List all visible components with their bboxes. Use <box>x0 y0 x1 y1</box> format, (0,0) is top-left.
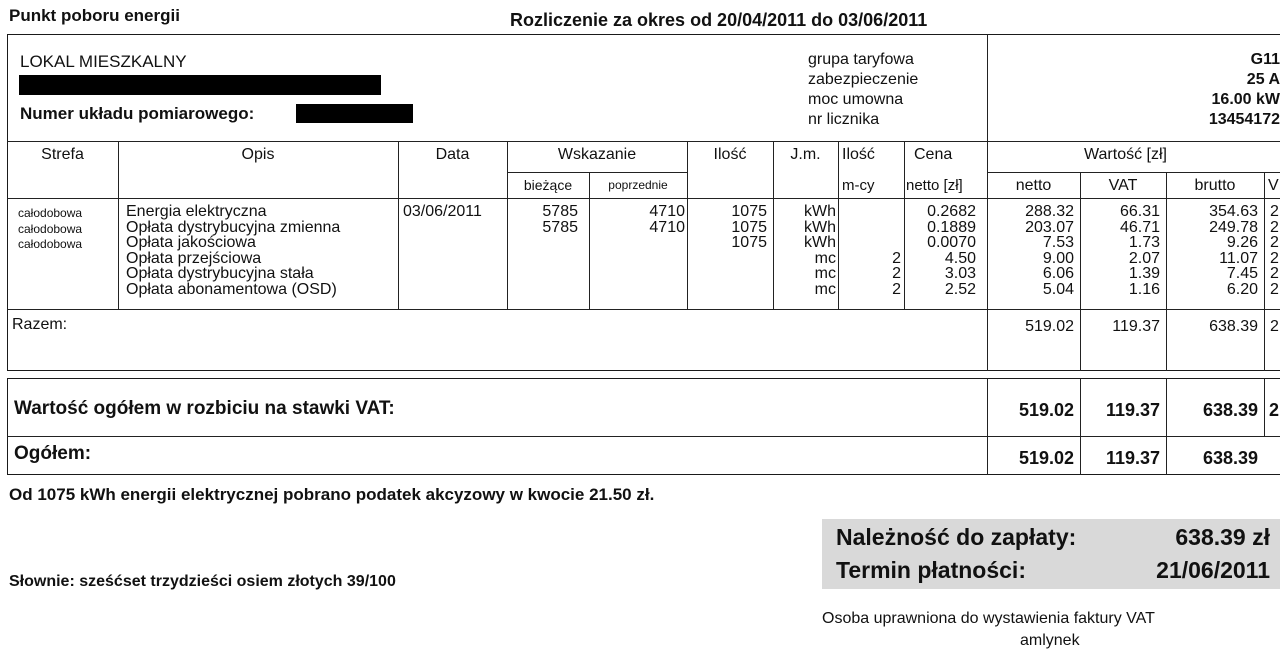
table-row-brutto: 6.20 <box>1226 280 1258 298</box>
table-row-brutto: 249.78 <box>1209 218 1258 236</box>
razem-brutto: 638.39 <box>1209 318 1258 335</box>
table-row-brutto: 7.45 <box>1226 265 1258 283</box>
table-row-cena: 0.2682 <box>927 203 976 220</box>
mcy-column <box>841 204 901 298</box>
tariff-values <box>1080 50 1280 130</box>
table-row-biezace <box>510 266 578 282</box>
table-row-strefa <box>18 284 82 300</box>
tariff-labels <box>808 50 918 130</box>
divider <box>7 309 1280 310</box>
table-row-ilosc: 1075 <box>731 203 767 220</box>
header-wartosc: Wartość [zł] <box>1084 146 1167 163</box>
issuer-label: Osoba uprawniona do wystawienia faktury VAT <box>822 610 1155 627</box>
table-row-biezace <box>510 282 578 298</box>
divider <box>838 141 839 309</box>
meter-number-label: Numer układu pomiarowego: <box>20 104 255 123</box>
header-cena-2: netto [zł] <box>906 177 963 194</box>
table-row-netto: 203.07 <box>1025 218 1074 236</box>
tariff-group-label: grupa taryfowa <box>808 51 914 68</box>
header-wskazanie: Wskazanie <box>557 146 637 163</box>
table-row-data: 03/06/2011 <box>403 203 482 220</box>
table-row-ilosc: 1075 <box>731 218 767 236</box>
table-row-mcy <box>841 220 901 236</box>
table-row-rate: 2 <box>1270 265 1279 283</box>
table-row-brutto: 11.07 <box>1219 249 1258 267</box>
header-strefa: Strefa <box>41 146 84 163</box>
divider <box>398 141 399 309</box>
divider <box>904 141 905 309</box>
payment-term-label: Termin płatności: <box>836 557 1026 583</box>
table-row-biezace <box>510 235 578 251</box>
table-row-vat: 1.39 <box>1128 265 1160 283</box>
header-data: Data <box>435 146 470 163</box>
table-row-biezace: 5785 <box>542 218 578 236</box>
fuse-value: 25 A <box>1246 71 1280 88</box>
table-row-rate: 2 <box>1270 203 1279 220</box>
table-row-jm: kWh <box>804 218 836 236</box>
divider <box>589 172 590 309</box>
table-row-strefa: całodobowa <box>18 237 83 252</box>
divider <box>507 172 687 173</box>
header-vat-rate: V <box>1268 177 1279 194</box>
table-row-brutto: 354.63 <box>1209 203 1258 220</box>
table-row-jm: mc <box>814 280 836 298</box>
table-row-netto: 6.06 <box>1042 265 1074 283</box>
header-brutto: brutto <box>1194 177 1236 194</box>
table-row-poprzednie <box>592 282 685 298</box>
fuse-label: zabezpieczenie <box>808 71 919 88</box>
table-row-poprzednie <box>592 266 685 282</box>
table-row-brutto: 9.26 <box>1226 234 1258 252</box>
table-row-cena: 2.52 <box>944 280 976 298</box>
vat-breakdown-label: Wartość ogółem w rozbiciu na stawki VAT: <box>14 398 395 419</box>
billing-period-heading: Rozliczenie za okres od 20/04/2011 do 03/06/2011 <box>510 10 928 30</box>
table-row-vat: 46.71 <box>1119 218 1160 236</box>
table-row-vat: 2.07 <box>1128 249 1160 267</box>
divider <box>1080 378 1081 475</box>
brutto-column <box>1169 204 1258 298</box>
divider <box>7 198 1280 199</box>
meter-id-value: 13454172 <box>1208 111 1280 128</box>
vat-breakdown-rate: 2 <box>1269 400 1280 420</box>
netto-column <box>990 204 1074 298</box>
total-netto: 519.02 <box>1018 448 1074 468</box>
table-row-jm: mc <box>814 249 836 267</box>
cena-column <box>907 204 976 298</box>
table-row-netto: 5.04 <box>1042 280 1074 298</box>
vat-breakdown-netto: 519.02 <box>1018 400 1074 420</box>
divider <box>687 141 688 309</box>
razem-rate: 2 <box>1270 318 1279 335</box>
table-row-jm: kWh <box>804 203 836 220</box>
header-poprzednie: poprzednie <box>608 178 668 192</box>
divider <box>7 141 1280 142</box>
total-vat: 119.37 <box>1105 448 1160 468</box>
table-row-mcy: 2 <box>892 249 901 267</box>
table-row-cena: 0.1889 <box>927 218 976 236</box>
divider <box>1166 378 1167 475</box>
table-row-mcy: 2 <box>892 280 901 298</box>
divider <box>987 34 988 371</box>
total-label: Ogółem: <box>14 443 92 464</box>
table-row-data <box>403 251 482 267</box>
table-row-vat: 66.31 <box>1119 203 1160 220</box>
header-ilosc-mcy-2: m-cy <box>842 177 875 194</box>
table-row-poprzednie <box>592 251 685 267</box>
point-of-delivery-heading: Punkt poboru energii <box>9 6 180 25</box>
table-row-data <box>403 266 482 282</box>
header-ilosc: Ilość <box>713 146 747 163</box>
table-row-strefa: całodobowa <box>18 206 83 220</box>
divider <box>1264 172 1265 371</box>
table-row-poprzednie: 4710 <box>649 203 685 220</box>
vat-breakdown-vat: 119.37 <box>1105 400 1160 420</box>
rate-column <box>1270 204 1279 298</box>
table-row-ilosc <box>690 251 767 267</box>
amount-due-value: 638.39 zł <box>1175 524 1270 550</box>
table-row-data <box>403 220 482 236</box>
jm-column <box>776 204 836 298</box>
header-ilosc-mcy-1: Ilość <box>842 146 875 163</box>
contracted-power-label: moc umowna <box>808 91 904 108</box>
strefa-column <box>18 206 82 300</box>
table-row-ilosc: 1075 <box>731 234 767 252</box>
divider <box>773 141 774 309</box>
opis-column <box>126 204 340 298</box>
table-row-strefa <box>18 268 82 284</box>
divider <box>118 141 119 309</box>
table-row-netto: 7.53 <box>1042 234 1074 252</box>
table-row-jm: mc <box>814 265 836 283</box>
table-row-data <box>403 282 482 298</box>
table-row-poprzednie <box>592 235 685 251</box>
table-row-netto: 288.32 <box>1025 203 1074 220</box>
redacted-address <box>19 75 381 95</box>
header-jm: J.m. <box>790 146 821 163</box>
ilosc-column <box>690 204 767 298</box>
issuer-name: amlynek <box>1020 632 1080 649</box>
header-vat: VAT <box>1108 177 1138 194</box>
vat-breakdown-brutto: 638.39 <box>1202 400 1258 420</box>
divider <box>1166 172 1167 371</box>
table-row-cena: 4.50 <box>944 249 976 267</box>
divider <box>1264 378 1265 436</box>
table-row-vat: 1.73 <box>1128 234 1160 252</box>
divider <box>507 141 508 309</box>
razem-label: Razem: <box>12 316 68 333</box>
table-row-jm: kWh <box>804 234 836 252</box>
table-row-opis: Opłata jakościowa <box>126 234 256 252</box>
table-row-ilosc <box>690 282 767 298</box>
header-opis: Opis <box>241 146 275 163</box>
table-row-rate: 2 <box>1270 249 1279 267</box>
table-row-vat: 1.16 <box>1128 280 1160 298</box>
table-row-opis: Opłata abonamentowa (OSD) <box>126 280 337 298</box>
table-row-mcy: 2 <box>892 265 901 283</box>
table-row-poprzednie: 4710 <box>649 218 685 236</box>
table-row-strefa <box>18 253 82 269</box>
total-brutto: 638.39 <box>1202 448 1258 468</box>
tariff-group-value: G11 <box>1250 51 1280 68</box>
data-column <box>403 204 482 298</box>
divider <box>987 172 1280 173</box>
header-cena-1: Cena <box>914 146 953 163</box>
excise-tax-note: Od 1075 kWh energii elektrycznej pobrano podatek akcyzowy w kwocie 21.50 zł. <box>9 485 655 504</box>
table-row-opis: Opłata przejściowa <box>126 249 262 267</box>
biezace-column <box>510 204 578 298</box>
table-row-rate: 2 <box>1270 234 1279 252</box>
razem-netto: 519.02 <box>1025 318 1074 335</box>
table-row-biezace: 5785 <box>542 203 578 220</box>
amount-due-label: Należność do zapłaty: <box>836 524 1077 550</box>
table-row-opis: Energia elektryczna <box>126 203 267 220</box>
table-row-opis: Opłata dystrybucyjna stała <box>126 265 314 283</box>
table-row-biezace <box>510 251 578 267</box>
contracted-power-value: 16.00 kW <box>1211 91 1280 108</box>
payment-term-value: 21/06/2011 <box>1156 557 1270 583</box>
header-biezace: bieżące <box>523 177 573 193</box>
table-row-netto: 9.00 <box>1042 249 1074 267</box>
table-row-strefa: całodobowa <box>18 221 83 236</box>
redacted-meter-number <box>296 104 413 123</box>
table-row-cena: 3.03 <box>944 265 976 283</box>
location-label: LOKAL MIESZKALNY <box>20 52 187 71</box>
vat-column <box>1083 204 1160 298</box>
poprzednie-column <box>592 204 685 298</box>
table-row-rate: 2 <box>1270 280 1279 298</box>
amount-in-words: Słownie: sześćset trzydzieści osiem złotych 39/100 <box>9 573 396 590</box>
table-row-rate: 2 <box>1270 218 1279 236</box>
header-netto: netto <box>1015 177 1052 194</box>
razem-vat: 119.37 <box>1112 318 1160 335</box>
table-row-opis: Opłata dystrybucyjna zmienna <box>126 218 341 236</box>
table-row-mcy <box>841 204 901 220</box>
table-row-mcy <box>841 235 901 251</box>
meter-id-label: nr licznika <box>808 111 880 128</box>
divider <box>7 436 1280 437</box>
divider <box>987 378 988 475</box>
table-row-cena: 0.0070 <box>927 234 976 252</box>
divider <box>1080 172 1081 371</box>
table-row-ilosc <box>690 266 767 282</box>
table-row-data <box>403 235 482 251</box>
